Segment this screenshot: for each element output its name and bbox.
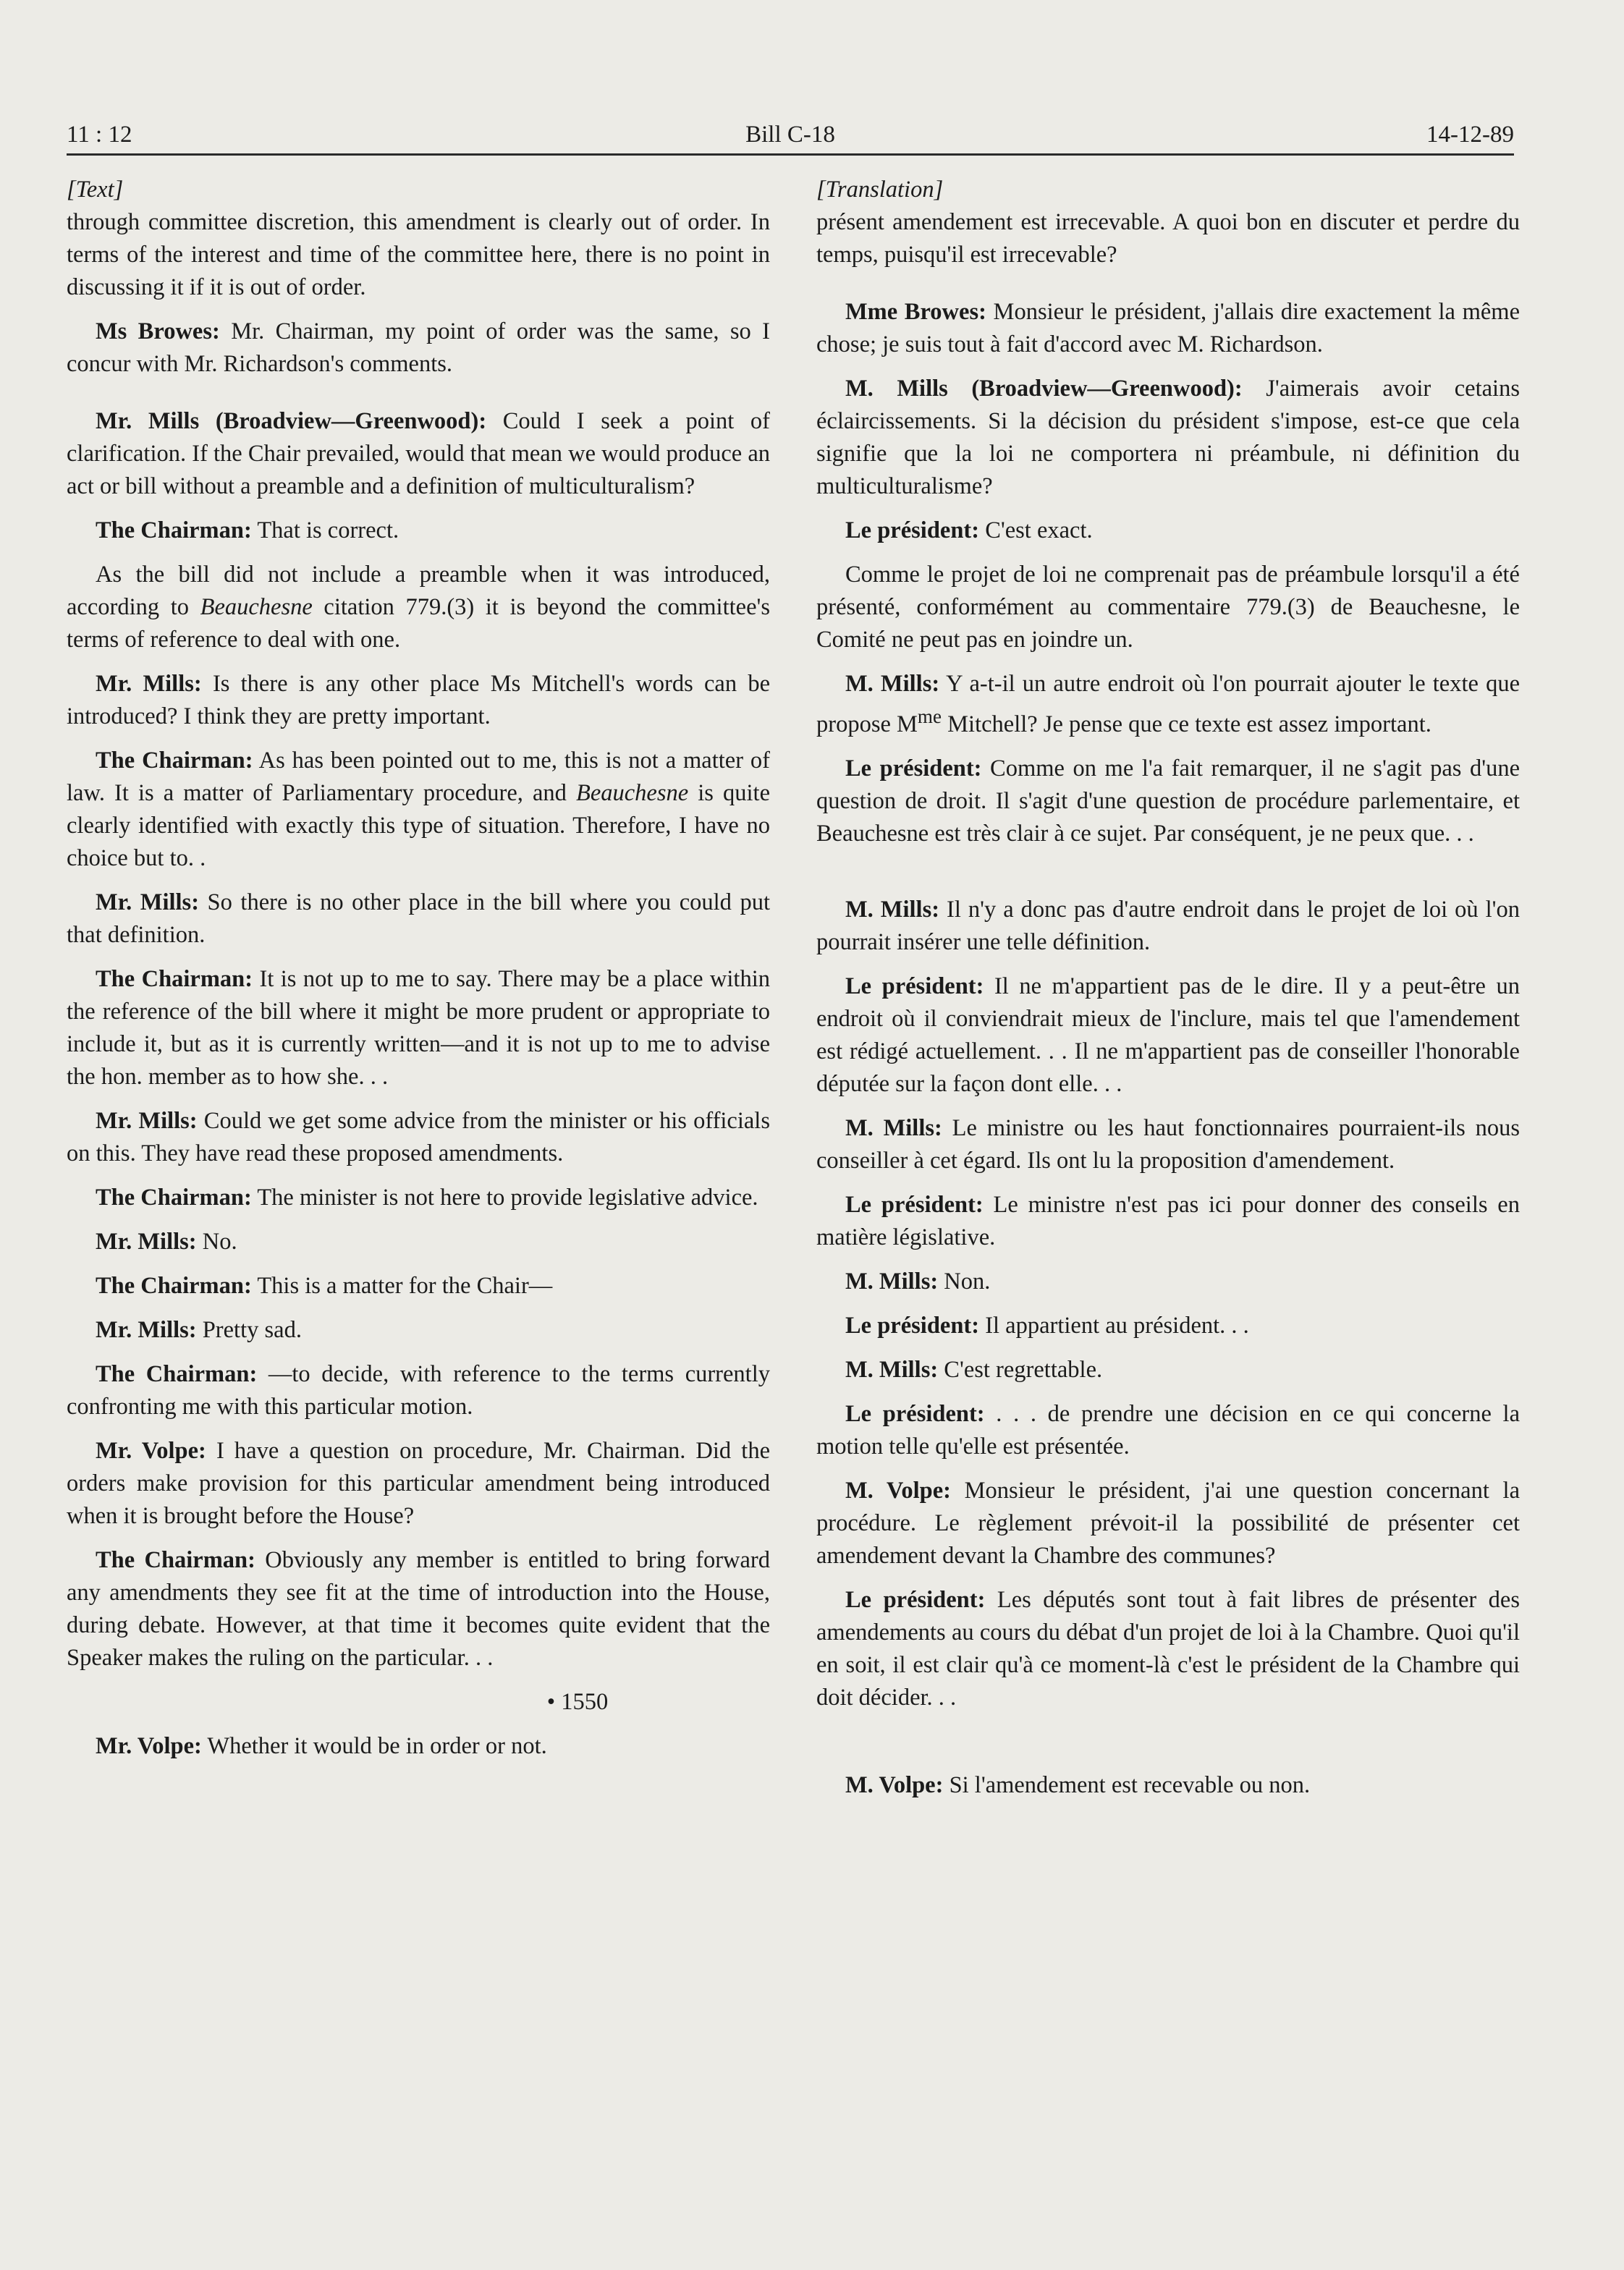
time-marker: • 1550 bbox=[546, 1689, 609, 1715]
citation-title: Beauchesne bbox=[575, 780, 689, 806]
speech-paragraph bbox=[67, 1226, 770, 1258]
speech-text: As the bill did not include a preamble when it was introduced, according to bbox=[67, 562, 770, 620]
speaker-name: The Chairman: bbox=[96, 1185, 252, 1211]
speech-text: It is not up to me to say. There may be a place within the reference of the bill where it might be more prudent or appropriate to include it, but as it is currently written—and it is not up to me to advise the hon. member as to how she. . . bbox=[67, 966, 770, 1090]
speech-paragraph bbox=[67, 745, 770, 875]
speech-paragraph bbox=[816, 1354, 1520, 1386]
speech-text: Le ministre n'est pas ici pour donner des conseils en matière législative. bbox=[816, 1191, 1520, 1250]
speech-paragraph bbox=[67, 1105, 770, 1170]
speech-text: Mr. Chairman, my point of order was the same, so I concur with Mr. Richardson's comments. bbox=[67, 318, 770, 377]
speech-text: Non. bbox=[938, 1268, 991, 1295]
text-label: [Text] bbox=[67, 177, 124, 203]
speaker-name: Mr. Volpe: bbox=[96, 1438, 206, 1464]
intro-paragraph: through committee discretion, this amendment is clearly out of order. In terms of the interest and time of the committee here, there is no point in discussing it if it is out of order. bbox=[67, 209, 770, 300]
speech-text: is quite clearly identified with exactly this type of situation. Therefore, I have no choice but to. . bbox=[67, 780, 770, 871]
speech-paragraph bbox=[816, 668, 1520, 741]
speaker-name: Mr. Mills: bbox=[96, 671, 202, 697]
speech-paragraph bbox=[67, 668, 770, 733]
speaker-name: M. Mills: bbox=[845, 1114, 942, 1141]
speaker-name: M. Mills: bbox=[845, 671, 940, 697]
speech-paragraph: Comme le projet de loi ne comprenait pas de préambule lorsqu'il a été présenté, conformément au commentaire 779.(3) de Beauchesne, le Comité ne peut pas en joindre un. bbox=[816, 562, 1520, 653]
speaker-name: The Chairman: bbox=[96, 517, 252, 543]
speech-text: I have a question on procedure, Mr. Chairman. Did the orders make provision for this particular amendment being introduced when it is brought before the House? bbox=[67, 1438, 770, 1529]
speech-text: J'aimerais avoir cetains éclaircissements. Si la décision du président s'impose, est-ce que cela signifie que la loi ne comportera ni préambule, ni définition du multiculturalisme? bbox=[816, 376, 1520, 499]
speech-paragraph bbox=[67, 405, 770, 503]
speech-paragraph bbox=[67, 963, 770, 1093]
speech-text: Could I seek a point of clarification. If the Chair prevailed, would that mean we would produce an act or bill without a preamble and a definition of multiculturalism? bbox=[67, 408, 770, 499]
speaker-name: Mr. Mills: bbox=[96, 1229, 197, 1255]
speech-text: —to decide, with reference to the terms currently confronting me with this particular motion. bbox=[67, 1361, 770, 1420]
speech-text: Le ministre ou les haut fonctionnaires pourraient-ils nous conseiller à cet égard. Ils ont lu la proposition d'amendement. bbox=[816, 1114, 1520, 1174]
english-column bbox=[67, 174, 770, 1774]
speaker-name: The Chairman: bbox=[96, 748, 253, 774]
speech-paragraph bbox=[816, 1189, 1520, 1254]
speech-paragraph bbox=[816, 1398, 1520, 1463]
speech-text: Il ne m'appartient pas de le dire. Il y a peut-être un endroit où il conviendrait mieux de l'inclure, mais tel que l'amendement est rédigé actuellement. . . Il ne m'appartient pas de conseiller l'honorable députée sur la façon dont elle. . . bbox=[816, 973, 1520, 1097]
intro-paragraph: présent amendement est irrecevable. A quoi bon en discuter et perdre du temps, puisqu'il est irrecevable? bbox=[816, 209, 1520, 268]
page-header bbox=[67, 120, 1514, 155]
speaker-name: Mr. Mills: bbox=[96, 1108, 198, 1134]
speaker-name: M. Mills: bbox=[845, 896, 940, 923]
speaker-name: M. Mills (Broadview—Greenwood): bbox=[845, 376, 1243, 402]
french-column bbox=[816, 174, 1520, 1813]
speech-paragraph bbox=[816, 1584, 1520, 1714]
speech-text: . . . de prendre une décision en ce qui concerne la motion telle qu'elle est présentée. bbox=[816, 1400, 1520, 1460]
speech-paragraph bbox=[67, 1544, 770, 1674]
speech-paragraph bbox=[816, 1769, 1520, 1802]
speech-text: Il appartient au président. . . bbox=[979, 1312, 1249, 1339]
speech-paragraph bbox=[67, 1182, 770, 1214]
speaker-name: Mr. Mills: bbox=[96, 1317, 197, 1343]
translation-label: [Translation] bbox=[816, 177, 944, 203]
speech-paragraph bbox=[816, 514, 1520, 547]
speaker-name: M. Mills: bbox=[845, 1356, 939, 1383]
speech-paragraph bbox=[816, 970, 1520, 1101]
speech-text: As has been pointed out to me, this is not a matter of law. It is a matter of Parliamentary procedure, and bbox=[67, 748, 770, 806]
speaker-name: Le président: bbox=[845, 973, 984, 999]
speaker-name: Mme Browes: bbox=[845, 299, 986, 325]
speech-paragraph bbox=[67, 886, 770, 952]
speech-paragraph bbox=[816, 1475, 1520, 1572]
speech-paragraph bbox=[816, 894, 1520, 959]
speech-text: Mitchell? Je pense que ce texte est assez important. bbox=[942, 711, 1431, 737]
speech-paragraph bbox=[67, 1358, 770, 1423]
speaker-name: The Chairman: bbox=[96, 1547, 255, 1573]
speech-text: Si l'amendement est recevable ou non. bbox=[943, 1771, 1311, 1798]
speech-paragraph bbox=[816, 296, 1520, 361]
speaker-name: M. Mills: bbox=[845, 1268, 939, 1295]
speech-text: Could we get some advice from the minister or his officials on this. They have read these proposed amendments. bbox=[67, 1108, 770, 1166]
speech-text: Whether it would be in order or not. bbox=[201, 1733, 547, 1759]
speech-text: Les députés sont tout à fait libres de présenter des amendements au cours du débat d'un projet de loi à la Chambre. Quoi qu'il en soit, il est clair qu'à ce moment-là c'est le président de la Chambre qui doit décider. . . bbox=[816, 1586, 1520, 1711]
speech-text: Pretty sad. bbox=[196, 1317, 302, 1343]
speaker-name: The Chairman: bbox=[96, 1361, 258, 1387]
speech-text: Monsieur le président, j'ai une question concernant la procédure. Le règlement prévoit-il la possibilité de présenter cet amendement devant la Chambre des communes? bbox=[816, 1477, 1521, 1569]
speech-paragraph bbox=[67, 1730, 770, 1763]
speech-text: C'est exact. bbox=[979, 517, 1093, 543]
speech-text: No. bbox=[196, 1229, 237, 1255]
speech-paragraph bbox=[816, 1112, 1520, 1177]
speaker-name: Mr. Mills (Broadview—Greenwood): bbox=[96, 408, 487, 434]
speech-text: Obviously any member is entitled to bring forward any amendments they see fit at the time of introduction into the House, during debate. However, at that time it becomes quite evident that the Speaker makes the ruling on the particular. . . bbox=[67, 1547, 770, 1671]
speech-paragraph bbox=[67, 1314, 770, 1347]
speaker-name: Le président: bbox=[845, 517, 980, 543]
speech-text: Comme on me l'a fait remarquer, il ne s'agit pas d'une question de droit. Il s'agit d'une question de procédure parlementaire, et Beauchesne est très clair à ce sujet. Par conséquent, je ne peux que. . . bbox=[816, 755, 1520, 847]
speaker-name: Le président: bbox=[845, 1586, 986, 1613]
speech-text: Il n'y a donc pas d'autre endroit dans le projet de loi où l'on pourrait insérer une telle définition. bbox=[816, 896, 1520, 955]
speech-paragraph bbox=[67, 559, 770, 656]
speech-paragraph bbox=[816, 753, 1520, 850]
speaker-name: Le président: bbox=[845, 1400, 985, 1427]
speech-text: C'est regrettable. bbox=[938, 1356, 1103, 1383]
speech-paragraph bbox=[816, 1266, 1520, 1298]
speech-text: This is a matter for the Chair— bbox=[251, 1273, 553, 1299]
page-date: 14-12-89 bbox=[1426, 122, 1514, 148]
speaker-name: Mr. Mills: bbox=[96, 889, 200, 915]
speaker-name: The Chairman: bbox=[96, 966, 253, 992]
title-superscript: me bbox=[917, 706, 942, 727]
speaker-name: Ms Browes: bbox=[96, 318, 220, 344]
speaker-name: The Chairman: bbox=[96, 1273, 252, 1299]
citation-title: Beauchesne bbox=[200, 594, 313, 620]
speech-text: The minister is not here to provide legislative advice. bbox=[251, 1185, 758, 1211]
speech-text: Is there is any other place Ms Mitchell's words can be introduced? I think they are pretty important. bbox=[67, 671, 770, 729]
speech-paragraph bbox=[67, 315, 770, 381]
speech-text: That is correct. bbox=[251, 517, 399, 543]
speech-text: citation 779.(3) it is beyond the committee's terms of reference to deal with one. bbox=[67, 594, 770, 653]
speaker-name: M. Volpe: bbox=[845, 1477, 951, 1504]
speech-paragraph bbox=[816, 1310, 1520, 1342]
page-number: 11 : 12 bbox=[67, 122, 132, 148]
speech-paragraph bbox=[67, 1435, 770, 1533]
header-rule bbox=[67, 153, 1514, 156]
speaker-name: Mr. Volpe: bbox=[96, 1733, 202, 1759]
speaker-name: Le président: bbox=[845, 755, 982, 782]
speech-paragraph bbox=[816, 373, 1520, 503]
speech-text: So there is no other place in the bill where you could put that definition. bbox=[67, 889, 770, 948]
speech-paragraph bbox=[67, 1270, 770, 1303]
bill-title: Bill C-18 bbox=[745, 122, 835, 148]
speech-paragraph bbox=[67, 514, 770, 547]
speaker-name: Le président: bbox=[845, 1191, 984, 1218]
speaker-name: Le président: bbox=[845, 1312, 980, 1339]
speaker-name: M. Volpe: bbox=[845, 1771, 944, 1798]
speech-text: Y a-t-il un autre endroit où l'on pourrait ajouter le texte que propose M bbox=[816, 671, 1520, 737]
speech-text: Monsieur le président, j'allais dire exactement la même chose; je suis tout à fait d'accord avec M. Richardson. bbox=[816, 299, 1521, 357]
